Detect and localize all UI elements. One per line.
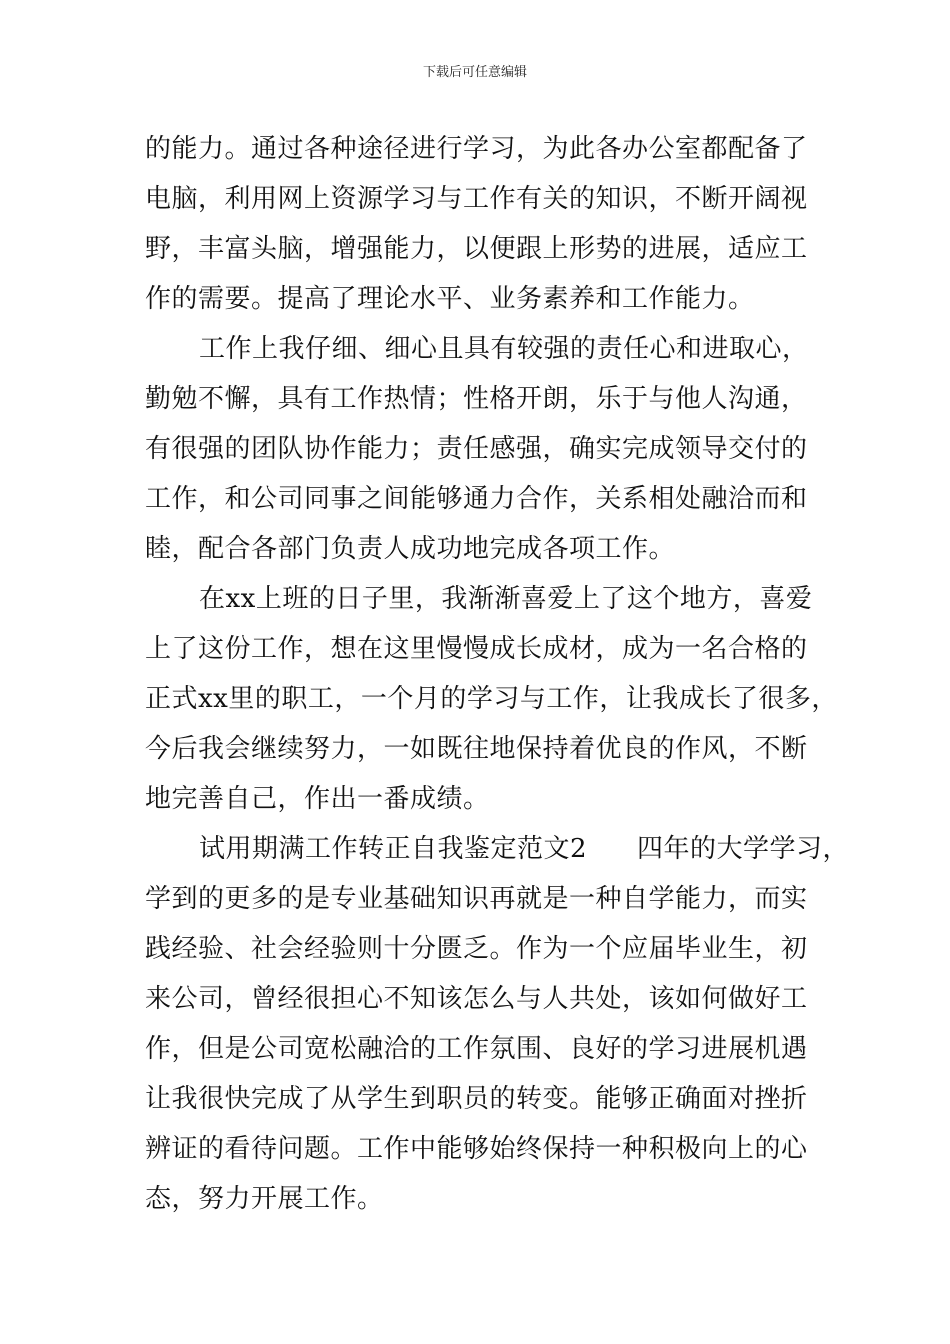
text-line: 野，丰富头脑，增强能力，以便跟上形势的进展，适应工 [145, 234, 808, 264]
text-line: 勤勉不懈，具有工作热情；性格开朗，乐于与他人沟通， [145, 384, 808, 414]
text-line: 有很强的团队协作能力；责任感强，确实完成领导交付的 [145, 434, 808, 464]
text-line: 作的需要。提高了理论水平、业务素养和工作能力。 [145, 284, 755, 314]
text-line: 今后我会继续努力，一如既往地保持着优良的作风，不断 [145, 734, 808, 764]
paragraph-4 [145, 824, 850, 1224]
page-header: 下载后可任意编辑 [422, 65, 527, 80]
paragraph-1 [145, 124, 835, 324]
text-line: 践经验、社会经验则十分匮乏。作为一个应届毕业生，初 [145, 934, 808, 964]
text-line: 来公司，曾经很担心不知该怎么与人共处，该如何做好工 [145, 984, 808, 1014]
text-line: 在xx上班的日子里，我渐渐喜爱上了这个地方，喜爱 [199, 584, 813, 614]
text-line: 上了这份工作，想在这里慢慢成长成材，成为一名合格的 [145, 634, 808, 664]
text-line: 学到的更多的是专业基础知识再就是一种自学能力，而实 [145, 884, 808, 914]
text-line: 辨证的看待问题。工作中能够始终保持一种积极向上的心 [145, 1134, 808, 1164]
text-line: 地完善自己，作出一番成绩。 [145, 784, 490, 814]
paragraph-3 [145, 574, 838, 824]
section-heading: 试用期满工作转正自我鉴定范文2 [199, 834, 588, 864]
text-line: 作，但是公司宽松融洽的工作氛围、良好的学习进展机遇 [145, 1034, 808, 1064]
text-line: 电脑，利用网上资源学习与工作有关的知识，不断开阔视 [145, 184, 808, 214]
text-line: 正式xx里的职工，一个月的学习与工作，让我成长了很多， [145, 684, 838, 714]
document-body [145, 124, 850, 1224]
text-line: 态，努力开展工作。 [145, 1184, 384, 1214]
heading-tail-text: 四年的大学学习， [637, 834, 850, 864]
text-line: 让我很快完成了从学生到职员的转变。能够正确面对挫折 [145, 1084, 808, 1114]
heading-line [145, 824, 850, 874]
text-line: 工作，和公司同事之间能够通力合作，关系相处融洽而和 [145, 484, 808, 514]
text-line: 的能力。通过各种途径进行学习，为此各办公室都配备了 [145, 134, 808, 164]
text-line: 睦，配合各部门负责人成功地完成各项工作。 [145, 534, 676, 564]
text-line: 工作上我仔细、细心且具有较强的责任心和进取心， [199, 334, 809, 364]
paragraph-2 [145, 324, 835, 574]
